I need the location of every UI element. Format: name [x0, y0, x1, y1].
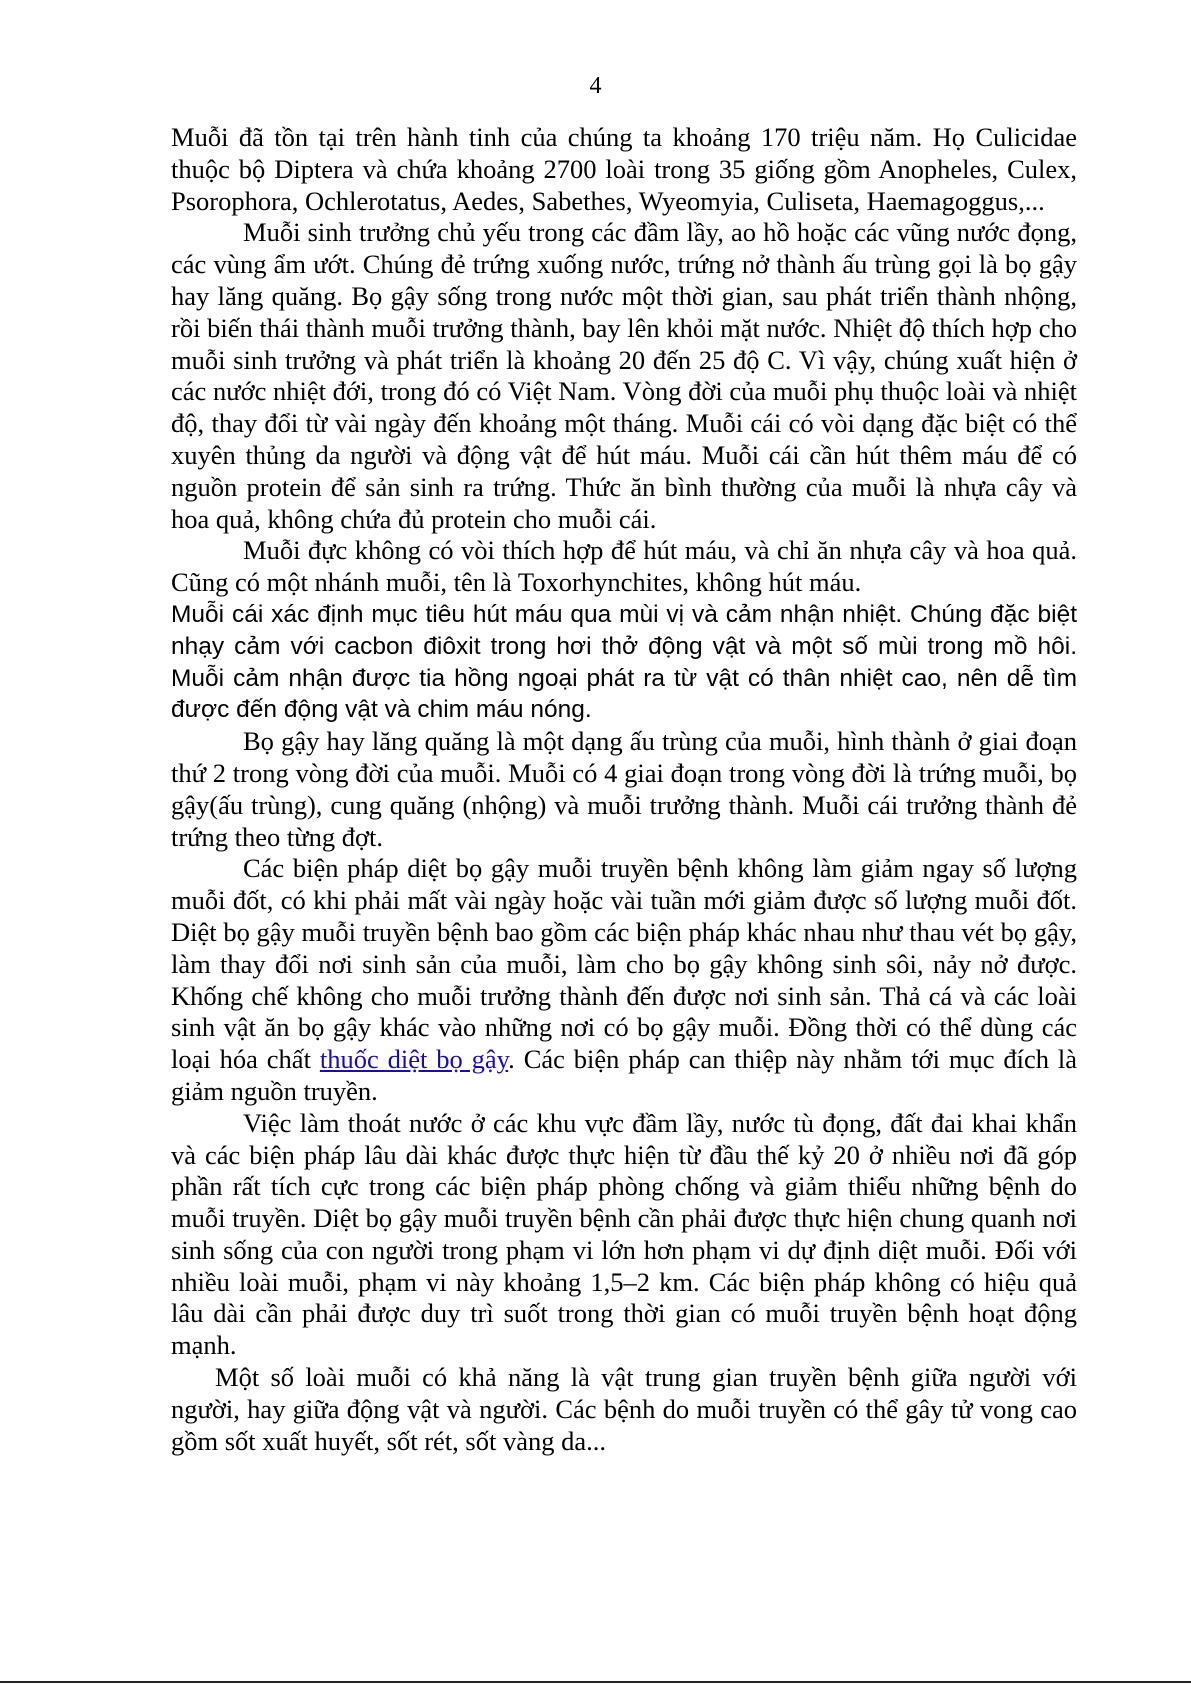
paragraph-drainage: Việc làm thoát nước ở các khu vực đầm lầy, nước tù đọng, đất đai khai khẩn và các biện pháp lâu dài khác được thực hiện từ đầu thế kỷ 20 ở nhiều nơi đã góp phần rất tích cực trong các biện pháp phòng chống và giảm thiểu những bệnh do muỗi truyền. Diệt bọ gậy muỗi truyền bệnh cần phải được thực hiện chung quanh nơi sinh sống của con người trong phạm vi lớn hơn phạm vi dự định diệt muỗi. Đối với nhiều loài muỗi, phạm vi này khoảng 1,5–2 km. Các biện pháp không có hiệu quả lâu dài cần phải được duy trì suốt trong thời gian có muỗi truyền bệnh hoạt động mạnh. [171, 1107, 1077, 1361]
document-body [171, 122, 1077, 1457]
paragraph-diseases: Một số loài muỗi có khả năng là vật trung gian truyền bệnh giữa người với người, hay giữa động vật và người. Các bệnh do muỗi truyền có thể gây tử vong cao gồm sốt xuất huyết, sốt rét, sốt vàng da... [171, 1362, 1077, 1456]
page-number: 4 [589, 73, 602, 99]
paragraph-host-detection: Muỗi cái xác định mục tiêu hút máu qua mùi vị và cảm nhận nhiệt. Chúng đặc biệt nhạy cảm với cacbon điôxit trong hơi thở động vật và một số mùi trong mồ hôi. Muỗi cảm nhận được tia hồng ngoại phát ra từ vật có thân nhiệt cao, nên dễ tìm được đến động vật và chim máu nóng. [171, 600, 1077, 724]
paragraph-habitat: Muỗi sinh trưởng chủ yếu trong các đầm lầy, ao hồ hoặc các vũng nước đọng, các vùng ẩm ướt. Chúng đẻ trứng xuống nước, trứng nở thành ấu trùng gọi là bọ gậy hay lăng quăng. Bọ gậy sống trong nước một thời gian, sau phát triển thành nhộng, rồi biến thái thành muỗi trưởng thành, bay lên khỏi mặt nước. Nhiệt độ thích hợp cho muỗi sinh trưởng và phát triển là khoảng 20 đến 25 độ C. Vì vậy, chúng xuất hiện ở các nước nhiệt đới, trong đó có Việt Nam. Vòng đời của muỗi phụ thuộc loài và nhiệt độ, thay đổi từ vài ngày đến khoảng một tháng. Muỗi cái có vòi dạng đặc biệt có thể xuyên thủng da người và động vật để hút máu. Muỗi cái cần hút thêm máu để có nguồn protein để sản sinh ra trứng. Thức ăn bình thường của muỗi là nhựa cây và hoa quả, không chứa đủ protein cho muỗi cái. [171, 217, 1077, 534]
bottom-divider [0, 1681, 1191, 1683]
paragraph-larvae-control-text-after: . Các biện pháp can thiệp này nhằm tới mục đích là giảm nguồn truyền. [171, 1044, 1077, 1106]
larvicide-link[interactable]: thuốc diệt bọ gậy [319, 1044, 509, 1075]
paragraph-larvae: Bọ gậy hay lăng quăng là một dạng ấu trùng của muỗi, hình thành ở giai đoạn thứ 2 trong vòng đời của muỗi. Muỗi có 4 giai đoạn trong vòng đời là trứng muỗi, bọ gậy(ấu trùng), cung quăng (nhộng) và muỗi trưởng thành. Muỗi cái trưởng thành đẻ trứng theo từng đợt. [171, 726, 1077, 852]
paragraph-intro: Muỗi đã tồn tại trên hành tinh của chúng ta khoảng 170 triệu năm. Họ Culicidae thuộc bộ Diptera và chứa khoảng 2700 loài trong 35 giống gồm Anopheles, Culex, Psorophora, Ochlerotatus, Aedes, Sabethes, Wyeomyia, Culiseta, Haemagoggus,... [171, 122, 1077, 216]
paragraph-male-mosquito: Muỗi đực không có vòi thích hợp để hút máu, và chỉ ăn nhựa cây và hoa quả. Cũng có một nhánh muỗi, tên là Toxorhynchites, không hút máu. [171, 535, 1077, 598]
paragraph-larvae-control-text: Các biện pháp diệt bọ gậy muỗi truyền bệnh không làm giảm ngay số lượng muỗi đốt, có khi phải mất vài ngày hoặc vài tuần mới giảm được số lượng muỗi đốt. Diệt bọ gậy muỗi truyền bệnh bao gồm các biện pháp khác nhau như thau vét bọ gậy, làm thay đổi nơi sinh sản của muỗi, làm cho bọ gậy không sinh sôi, nảy nở được. Khống chế không cho muỗi trưởng thành đến được nơi sinh sản. Thả cá và các loài sinh vật ăn bọ gậy khác vào những nơi có bọ gậy muỗi. Đồng thời có thể dùng các loại hóa chất [171, 853, 1077, 1075]
paragraph-larvae-control [171, 853, 1077, 1107]
